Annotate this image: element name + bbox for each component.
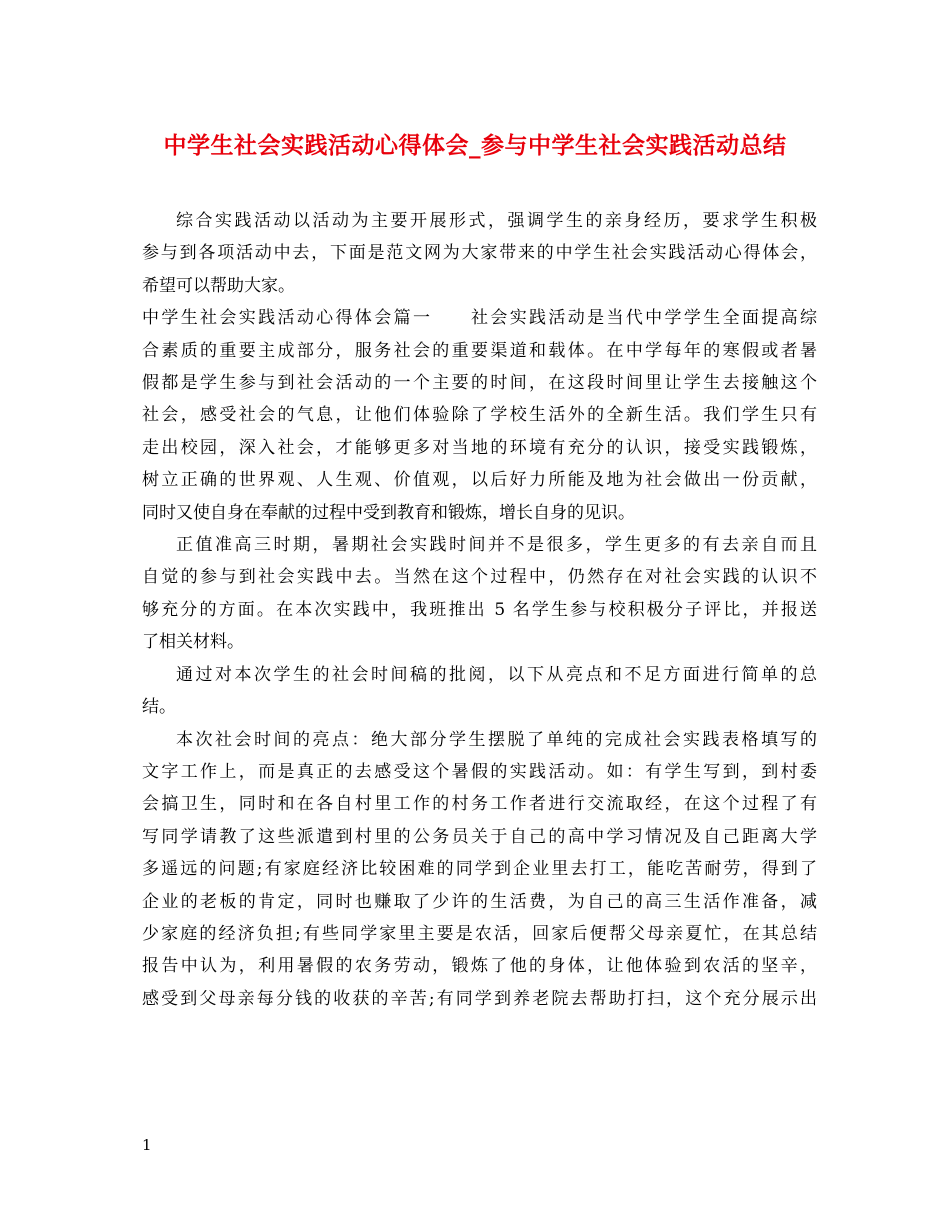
text-line: 够充分的方面。在本次实践中，我班推出 5 名学生参与校积极分子评比，并报送 [142, 599, 817, 620]
text-line: 会搞卫生，同时和在各自村里工作的村务工作者进行交流取经，在这个过程了有 [142, 794, 817, 815]
paragraph-4 [142, 724, 817, 1016]
paragraph-2 [142, 529, 817, 659]
text-line: 感受到父母亲每分钱的收获的辛苦;有同学到养老院去帮助打扫，这个充分展示出 [142, 988, 817, 1009]
text-line: 写同学请教了这些派遣到村里的公务员关于自己的高中学习情况及自己距离大学 [142, 826, 817, 847]
text-line: 希望可以帮助大家。 [142, 275, 295, 296]
text-line: 结。 [142, 697, 176, 718]
document-title: 中学生社会实践活动心得体会_参与中学生社会实践活动总结 [163, 133, 787, 159]
text-line: 报告中认为，利用暑假的农务劳动，锻炼了他的身体，让他体验到农活的坚辛， [142, 956, 817, 977]
section-heading-line: 中学生社会实践活动心得体会篇一 社会实践活动是当代中学学生全面提高综 [142, 308, 817, 329]
text-line: 社会，感受社会的气息，让他们体验除了学校生活外的全新生活。我们学生只有 [142, 405, 817, 426]
intro-paragraph [142, 205, 817, 302]
section-paragraph [142, 302, 817, 529]
text-line: 综合实践活动以活动为主要开展形式，强调学生的亲身经历，要求学生积极 [176, 211, 817, 231]
text-line: 正值准高三时期，暑期社会实践时间并不是很多，学生更多的有去亲自而且 [176, 535, 817, 556]
text-line: 企业的老板的肯定，同时也赚取了少许的生活费，为自己的高三生活作准备，减 [142, 891, 817, 912]
text-line: 通过对本次学生的社会时间稿的批阅，以下从亮点和不足方面进行简单的总 [176, 664, 817, 685]
text-line: 同时又使自身在奉献的过程中受到教育和锻炼，增长自身的见识。 [142, 502, 635, 523]
text-line: 自觉的参与到社会实践中去。当然在这个过程中，仍然存在对社会实践的认识不 [142, 567, 817, 588]
text-line: 假都是学生参与到社会活动的一个主要的时间，在这段时间里让学生去接触这个 [142, 373, 817, 394]
text-line: 了相关材料。 [142, 632, 244, 653]
text-line: 合素质的重要主成部分，服务社会的重要渠道和载体。在中学每年的寒假或者暑 [142, 340, 817, 361]
text-line: 少家庭的经济负担;有些同学家里主要是农活，回家后便帮父母亲夏忙，在其总结 [142, 923, 817, 944]
text-line: 树立正确的世界观、人生观、价值观，以后好力所能及地为社会做出一份贡献， [142, 470, 817, 491]
paragraph-3 [142, 659, 817, 724]
text-line: 走出校园，深入社会，才能够更多对当地的环境有充分的认识，接受实践锻炼， [142, 437, 817, 458]
text-line: 文字工作上，而是真正的去感受这个暑假的实践活动。如：有学生写到，到村委 [142, 761, 817, 782]
text-line: 多遥远的问题;有家庭经济比较困难的同学到企业里去打工，能吃苦耐劳，得到了 [142, 859, 817, 880]
page-number: 1 [142, 1136, 152, 1154]
document-body [142, 205, 817, 1015]
text-line: 参与到各项活动中去，下面是范文网为大家带来的中学生社会实践活动心得体会， [142, 243, 817, 264]
text-line: 本次社会时间的亮点：绝大部分学生摆脱了单纯的完成社会实践表格填写的 [176, 729, 817, 750]
